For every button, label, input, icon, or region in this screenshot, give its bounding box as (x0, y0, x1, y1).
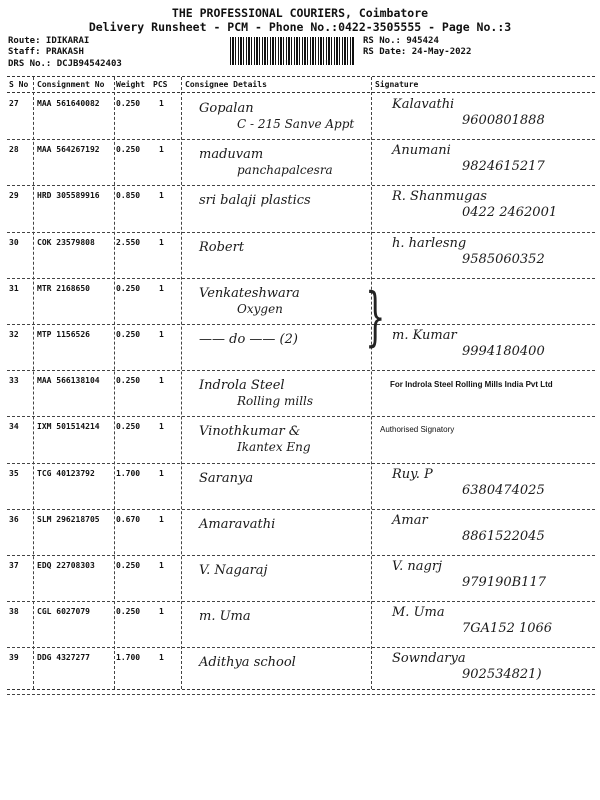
recipient-phone: 9585060352 (462, 251, 545, 267)
col-details: Consignee Details (185, 80, 267, 89)
row-consignment: HRD 305589916 (37, 191, 100, 201)
row-consignment: SLM 296218705 (37, 514, 100, 524)
recipient-phone: 9824615217 (462, 159, 545, 175)
recipient-signature: Anumani (392, 143, 451, 159)
col-weight: Weight (116, 80, 145, 89)
row-pcs: 1 (159, 191, 164, 201)
row-consignment: EDQ 22708303 (37, 561, 95, 570)
table-row (7, 185, 595, 232)
row-sno: 30 (9, 237, 19, 247)
row-sno: 39 (9, 653, 19, 663)
row-weight: 0.250 (116, 145, 141, 155)
row-sno: 29 (9, 191, 19, 201)
row-pcs: 1 (159, 468, 164, 478)
row-pcs: 1 (159, 422, 164, 432)
consignee-name: Saranya (199, 470, 254, 486)
table-row (7, 416, 595, 463)
row-pcs: 1 (159, 237, 164, 247)
recipient-signature: m. Kumar (392, 328, 457, 343)
row-weight: 0.250 (116, 376, 141, 386)
consignee-name: Robert (199, 239, 245, 255)
row-weight: 1.700 (116, 653, 141, 663)
row-consignment: MAA 561640082 (37, 99, 100, 108)
consignee-address: C - 215 Sanve Appt (237, 117, 355, 131)
consignee-address: Ikantex Eng (237, 440, 311, 455)
row-consignment: MTP 1156526 (37, 330, 90, 339)
row-sno: 38 (9, 607, 19, 617)
staff-label: Staff: PRAKASH (8, 47, 84, 57)
barcode (230, 37, 355, 65)
row-consignment: MTR 2168650 (37, 283, 90, 293)
table-row (7, 601, 595, 648)
table-row (7, 463, 595, 510)
row-weight: 2.550 (116, 237, 141, 247)
row-weight: 0.250 (116, 330, 141, 339)
row-sno: 28 (9, 145, 19, 155)
recipient-signature: Kalavathi (392, 97, 455, 112)
row-pcs: 1 (159, 514, 164, 524)
table-row (7, 370, 595, 417)
consignee-name: Vinothkumar & (199, 424, 301, 440)
recipient-phone: 6380474025 (462, 482, 545, 498)
row-sno: 34 (9, 422, 19, 432)
table-row (7, 232, 595, 279)
row-consignment: MAA 564267192 (37, 145, 100, 155)
row-weight: 0.850 (116, 191, 141, 201)
table-header (7, 77, 595, 93)
row-weight: 0.250 (116, 607, 141, 617)
recipient-phone: 902534821) (462, 667, 542, 683)
table-row (7, 555, 595, 602)
row-sno: 27 (9, 99, 19, 108)
row-weight: 0.250 (116, 283, 141, 293)
row-sno: 31 (9, 283, 19, 293)
col-pcs: PCS (153, 80, 168, 89)
drs-number: DRS No.: DCJB94542403 (8, 59, 122, 69)
route-label: Route: IDIKARAI (8, 36, 90, 46)
recipient-signature: R. Shanmugas (392, 189, 487, 205)
brace-mark: } (365, 280, 386, 354)
row-weight: 0.250 (116, 422, 141, 432)
row-sno: 33 (9, 376, 19, 386)
row-consignment: DDG 4327277 (37, 653, 90, 663)
consignee-address: Rolling mills (237, 394, 314, 409)
consignee-name: maduvam (199, 147, 264, 163)
recipient-signature: V. nagrj (392, 559, 443, 574)
table-row (7, 278, 595, 325)
consignee-name: Adithya school (199, 655, 296, 671)
table-row (7, 647, 595, 694)
signatory-stamp: Authorised Signatory (380, 425, 455, 434)
recipient-phone: 9600801888 (462, 113, 545, 128)
recipient-signature: Amar (392, 512, 428, 528)
recipient-phone: 9994180400 (462, 344, 545, 359)
row-pcs: 1 (159, 376, 164, 386)
recipient-signature: h. harlesng (392, 235, 467, 251)
col-sno: S No (9, 80, 29, 89)
row-sno: 37 (9, 561, 19, 570)
header-title: THE PROFESSIONAL COURIERS, Coimbatore (171, 6, 429, 20)
row-pcs: 1 (159, 561, 164, 570)
rs-number: RS No.: 945424 (363, 36, 439, 46)
row-weight: 0.250 (116, 99, 141, 108)
row-consignment: MAA 566138104 (37, 376, 100, 386)
recipient-signature: Sowndarya (392, 651, 466, 667)
table-row (7, 509, 595, 556)
row-pcs: 1 (159, 607, 164, 617)
recipient-phone: 8861522045 (462, 528, 545, 544)
consignee-address: panchapalcesra (237, 163, 333, 178)
consignee-name: —— do —— (2) (199, 332, 298, 347)
row-weight: 1.700 (116, 468, 141, 478)
header-subtitle: Delivery Runsheet - PCM - Phone No.:0422-3505555 - Page No.:3 (88, 20, 512, 34)
row-pcs: 1 (159, 653, 164, 663)
row-consignment: CGL 6027079 (37, 607, 90, 617)
row-sno: 36 (9, 514, 19, 524)
col-consignment: Consignment No (37, 80, 105, 89)
recipient-phone: 0422 2462001 (462, 205, 558, 221)
table-row (7, 324, 595, 371)
row-weight: 0.250 (116, 561, 141, 570)
consignee-name: Venkateshwara (199, 285, 300, 301)
consignee-address: Oxygen (237, 301, 283, 316)
row-consignment: IXM 501514214 (37, 422, 100, 432)
row-pcs: 1 (159, 99, 164, 108)
company-stamp: For Indrola Steel Rolling Mills India Pvt Ltd (390, 380, 553, 389)
table-row (7, 93, 595, 140)
consignee-name: Amaravathi (199, 516, 276, 532)
row-pcs: 1 (159, 283, 164, 293)
recipient-phone: 979190B117 (462, 575, 546, 590)
row-sno: 32 (9, 330, 19, 339)
recipient-signature: M. Uma (392, 605, 445, 621)
row-pcs: 1 (159, 330, 164, 339)
rs-date: RS Date: 24-May-2022 (363, 47, 472, 57)
row-weight: 0.670 (116, 514, 141, 524)
row-consignment: COK 23579808 (37, 237, 95, 247)
consignee-name: Gopalan (199, 101, 254, 116)
row-consignment: TCG 40123792 (37, 468, 95, 478)
consignee-name: Indrola Steel (199, 378, 285, 394)
recipient-signature: Ruy. P (392, 466, 433, 482)
col-signature: Signature (375, 80, 419, 89)
row-pcs: 1 (159, 145, 164, 155)
consignee-name: m. Uma (199, 609, 251, 625)
consignee-name: V. Nagaraj (199, 563, 268, 578)
table-row (7, 139, 595, 186)
recipient-phone: 7GA152 1066 (462, 621, 553, 637)
consignee-name: sri balaji plastics (199, 193, 311, 209)
row-sno: 35 (9, 468, 19, 478)
